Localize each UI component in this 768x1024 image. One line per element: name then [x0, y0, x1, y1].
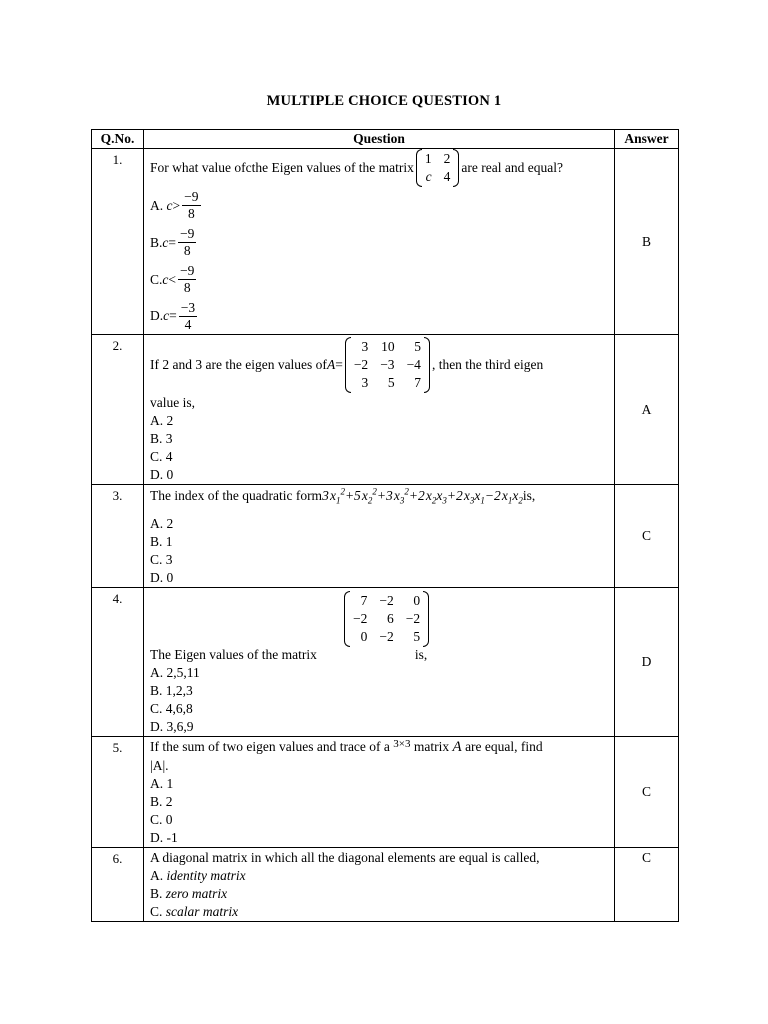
table-row [92, 485, 679, 588]
option-c: C. 4 [150, 449, 173, 464]
question-cell: If the sum of two eigen values and trace of a $^{3\times 3}$ matrix A are equal, find |A|. A. 1 B. 2 C. 0 D. -1 [144, 737, 615, 848]
question-number: 2. [92, 335, 144, 485]
question-text: A diagonal matrix in which all the diagonal elements are equal is called, [150, 850, 540, 865]
question-number: 3. [92, 485, 144, 588]
answer-cell: D [615, 588, 679, 737]
option-b: B. 3 [150, 431, 173, 446]
table-row [92, 149, 679, 335]
table-header-row [92, 130, 679, 149]
header-answer: Answer [615, 130, 679, 149]
option-c: C. scalar matrix [150, 904, 239, 919]
question-number: 6. [92, 848, 144, 922]
question-text: The index of the quadratic form [150, 488, 323, 503]
table-row [92, 588, 679, 737]
question-number: 5. [92, 737, 144, 848]
matrix: 3 10 5 −2 −3 −4 3 5 7 [345, 337, 430, 393]
question-text: |A|. [150, 758, 169, 773]
answer-cell: C [615, 737, 679, 848]
matrix: 7 −2 0 −2 6 −2 0 −2 5 [344, 591, 429, 647]
question-text: are real and equal? [461, 160, 563, 175]
option-a: A. 2,5,11 [150, 665, 200, 680]
option-a: A. 2 [150, 516, 174, 531]
question-text: For what value ofcthe Eigen values of the matrix [150, 160, 414, 175]
option-b: B. 1,2,3 [150, 683, 193, 698]
answer-cell: B [615, 149, 679, 335]
table-row [92, 848, 679, 922]
question-cell [144, 149, 615, 335]
matrix: 1 2 c 4 [416, 149, 460, 187]
option-a: A. c > $\frac{-9}{8}$ [150, 189, 199, 221]
option-a: A. 1 [150, 776, 174, 791]
answer-cell: C [615, 485, 679, 588]
option-c: C. 3 [150, 552, 173, 567]
header-qno: Q.No. [92, 130, 144, 149]
option-c: C. 0 [150, 812, 173, 827]
question-text: , then the third eigen [431, 357, 544, 372]
answer-cell: A [615, 335, 679, 485]
option-a: A. identity matrix [150, 868, 246, 883]
question-text: If the sum of two eigen values and trace of a [150, 739, 390, 754]
option-c: C. 4,6,8 [150, 701, 193, 716]
question-text: If 2 and 3 are the eigen values of [150, 357, 327, 372]
question-number: 4. [92, 588, 144, 737]
quadratic-form: 3 $x_1^2+5$ $x_2^2+3$ $x_3^2+2$ $x_2x_3+2$ $x_3x_1-2$ $x_1x_2$ [322, 486, 523, 506]
question-cell [144, 848, 615, 922]
option-b: B. zero matrix [150, 886, 228, 901]
option-d: D. 3,6,9 [150, 719, 194, 734]
question-cell: 7 −2 0 −2 6 −2 0 −2 5 The Eigen values of the matrix is, A. 2,5,11 B. 1,2,3 C. 4,6,8 D. 3,6,9 [144, 588, 615, 737]
option-b: B. 1 [150, 534, 173, 549]
option-a: A. 2 [150, 413, 174, 428]
option-d: D. c = $\frac{-3}{4}$ [150, 299, 196, 332]
option-b: B. c = $\frac{-9}{8}$ [150, 226, 195, 258]
question-text: value is, [150, 395, 195, 410]
option-d: D. 0 [150, 467, 174, 482]
page-title: MULTIPLE CHOICE QUESTION 1 [266, 93, 502, 109]
table-row [92, 737, 679, 848]
question-text: The Eigen values of the matrix [150, 647, 317, 662]
question-number: 1. [92, 149, 144, 335]
answer-cell: C [615, 848, 679, 922]
option-d: D. 0 [150, 570, 174, 585]
question-cell: If 2 and 3 are the eigen values of A = 3 10 5 −2 −3 −4 3 5 7 , then the third eigen value is, A. 2 B. 3 C. 4 D. 0 [144, 335, 615, 485]
option-b: B. 2 [150, 794, 173, 809]
header-question: Question [144, 130, 615, 149]
table-row [92, 335, 679, 485]
question-cell: The index of the quadratic form 3 $x_1^2+5$ $x_2^2+3$ $x_3^2+2$ $x_2x_3+2$ $x_3x_1-2$ $x_1x_2$ is, A. 2 B. 1 C. 3 D. 0 [144, 485, 615, 588]
option-c: C. c < $\frac{-9}{8}$ [150, 263, 195, 295]
mcq-table [91, 129, 679, 922]
option-d: D. -1 [150, 830, 178, 845]
